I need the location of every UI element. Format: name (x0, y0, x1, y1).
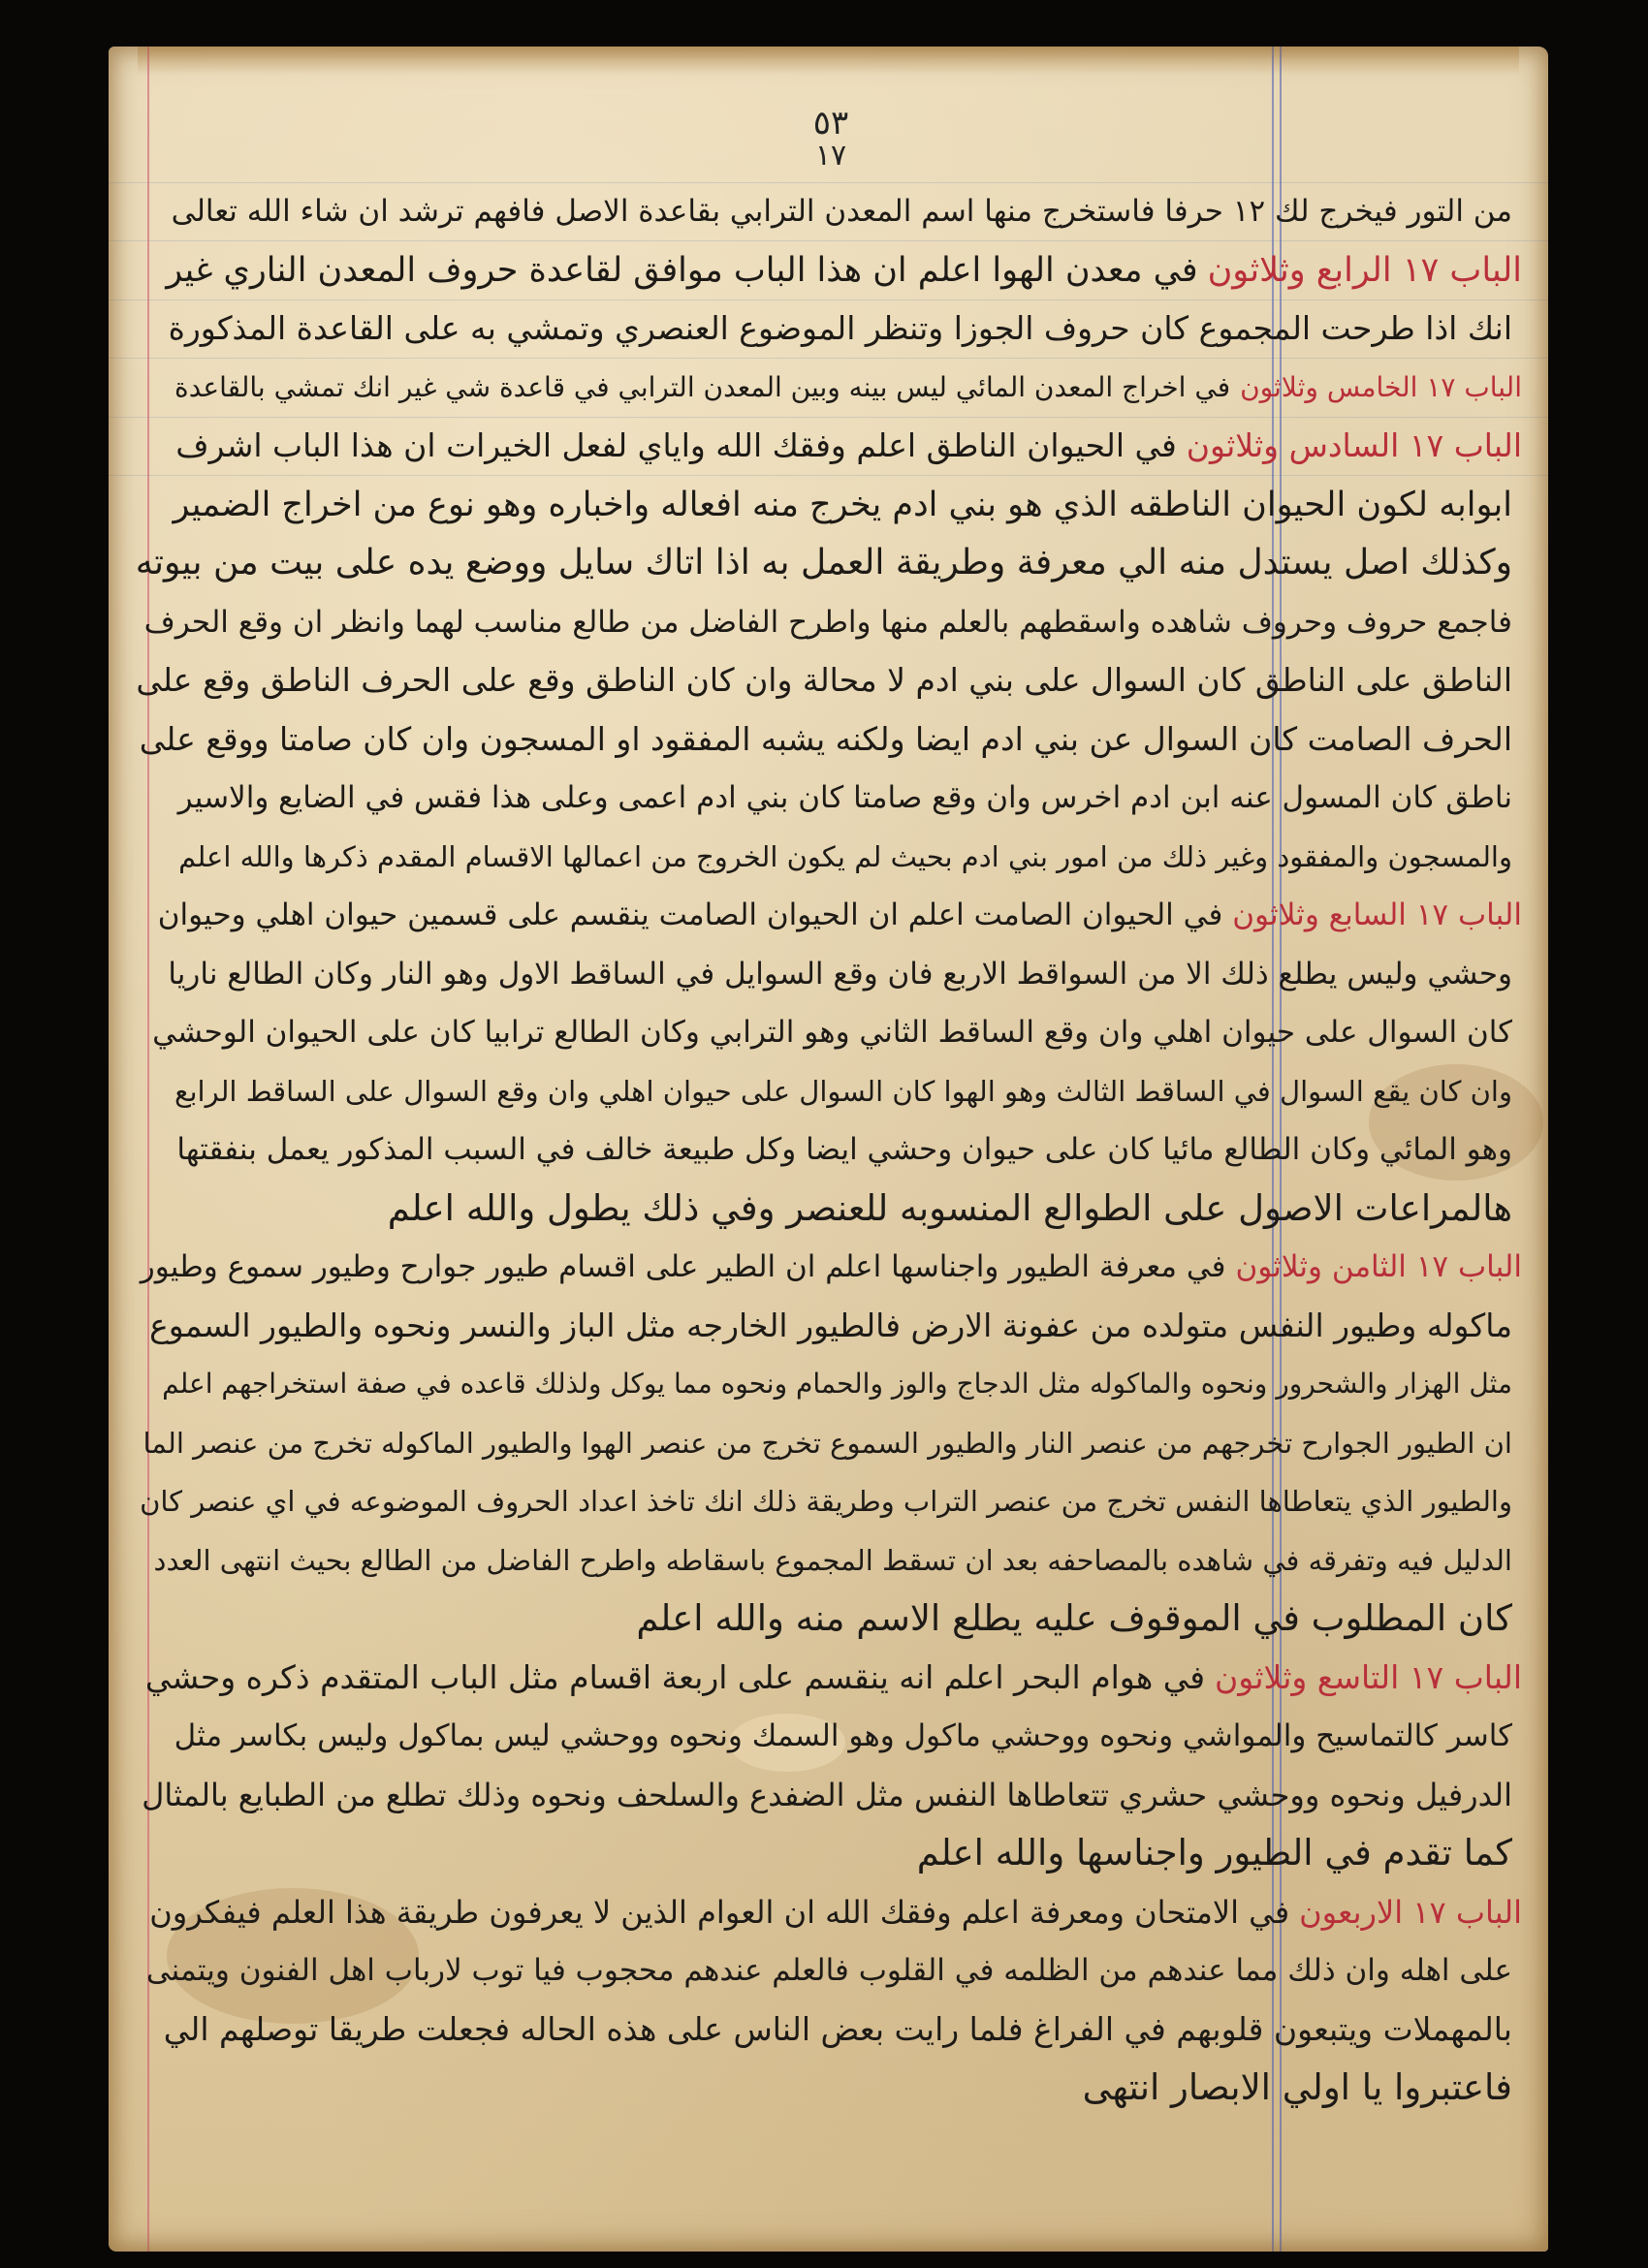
line-text: فاعتبروا يا اولي الابصار انتهى (1082, 2066, 1512, 2108)
line-text: كاسر كالتماسيح والمواشي ونحوه ووحشي ماكول وهو السمك ونحوه ووحشي ليس بماكول وليس بكاسر مثل (174, 1718, 1512, 1753)
line-text: في الحيوان الناطق اعلم وفقك الله واياي لفعل الخيرات ان هذا الباب اشرف (175, 426, 1177, 464)
line-text: كان السوال على حيوان اهلي وان وقع الساقط الثاني وهو الترابي وكان الطالع ترابيا كان على الحيوان الوحشي (152, 1015, 1512, 1050)
line-text: وكذلك اصل يستدل منه الي معرفة وطريقة العمل به اذا اتاك سايل ووضع يده على بيت من بيوته (136, 543, 1512, 583)
chapter-heading: الباب ١٧ السادس وثلاثون (1186, 426, 1522, 464)
text-line-13 (136, 886, 1522, 945)
text-line-33 (136, 2059, 1522, 2118)
text-line-10 (136, 710, 1522, 770)
text-line-26 (136, 1649, 1522, 1708)
text-line-2 (136, 241, 1522, 300)
chapter-heading: الباب ١٧ الخامس وثلاثون (1240, 370, 1522, 403)
line-text: ناطق كان المسول عنه ابن ادم اخرس وان وقع صامتا كان بني ادم اعمى وعلى هذا فقس في الضايع والاسير (177, 780, 1512, 815)
chapter-heading: الباب ١٧ الاربعون (1299, 1893, 1522, 1931)
line-text: الناطق على الناطق كان السوال على بني ادم لا محالة وان كان الناطق وقع على الحرف الناطق وقع على (136, 661, 1512, 699)
text-line-4 (136, 359, 1522, 418)
folio-main: ٥٣ (812, 104, 849, 142)
line-text: انك اذا طرحت المجموع كان حروف الجوزا وتنظر الموضوع العنصري وتمشي به على القاعدة المذكورة (168, 309, 1512, 347)
text-line-12 (136, 828, 1522, 887)
line-text: ماكوله وطيور النفس متولده من عفونة الارض فالطيور الخارجه مثل الباز والنسر ونحوه والطيور السموع (149, 1306, 1512, 1344)
line-text: وان كان يقع السوال في الساقط الثالث وهو الهوا كان السوال على حيوان اهلي وان وقع السوال على الساقط الرابع (174, 1074, 1512, 1108)
text-line-23 (136, 1472, 1522, 1531)
line-text: في اخراج المعدن المائي ليس بينه وبين المعدن الترابي في قاعدة شي غير انك تمشي بالقاعدة (174, 370, 1231, 403)
line-text: كان المطلوب في الموقوف عليه يطلع الاسم منه والله اعلم (636, 1597, 1512, 1639)
text-line-20 (136, 1297, 1522, 1356)
text-line-16 (136, 1062, 1522, 1121)
text-line-18 (136, 1180, 1522, 1239)
text-line-32 (136, 2000, 1522, 2060)
text-line-28 (136, 1766, 1522, 1825)
text-line-29 (136, 1824, 1522, 1883)
line-text: كما تقدم في الطيور واجناسها والله اعلم (916, 1832, 1512, 1874)
folio-sub: ١٧ (814, 139, 847, 173)
text-line-1 (136, 182, 1522, 241)
manuscript-page (109, 47, 1548, 2252)
line-text: على اهله وان ذلك مما عندهم من الظلمه في القلوب فالعلم عندهم محجوب فيا توب لارباب اهل الفنون ويتمنى (145, 1953, 1512, 1988)
line-text: فاجمع حروف وحروف شاهده واسقطهم بالعلم منها واطرح الفاضل من طالع مناسب لهما وانظر ان وقع الحرف (143, 604, 1512, 640)
manuscript-text (136, 182, 1522, 2118)
line-text: في الحيوان الصامت اعلم ان الحيوان الصامت ينقسم على قسمين حيوان اهلي وحيوان (157, 898, 1223, 932)
text-line-15 (136, 1003, 1522, 1062)
chapter-heading: الباب ١٧ السابع وثلاثون (1232, 898, 1522, 932)
line-text: والمسجون والمفقود وغير ذلك من امور بني ادم بحيث لم يكون الخروج من اعمالها الاقسام المقدم ذكرها والله اعلم (178, 839, 1512, 873)
line-text: مثل الهزار والشحرور ونحوه والماكوله مثل الدجاج والوز والحمام ونحوه مما يوكل ولذلك قاعده في صفة استخراجهم اعلم (162, 1368, 1512, 1400)
line-text: هالمراعات الاصول على الطوالع المنسوبه للعنصر وفي ذلك يطول والله اعلم (387, 1186, 1512, 1229)
text-line-27 (136, 1707, 1522, 1766)
text-line-30 (136, 1883, 1522, 1942)
text-line-22 (136, 1414, 1522, 1473)
text-line-7 (136, 534, 1522, 593)
text-line-5 (136, 417, 1522, 476)
text-line-25 (136, 1590, 1522, 1649)
line-text: وحشي وليس يطلع ذلك الا من السواقط الاربع فان وقع السوايل في الساقط الاول وهو النار وكان الطالع ناريا (168, 956, 1512, 992)
line-text: في هوام البحر اعلم انه ينقسم على اربعة اقسام مثل الباب المتقدم ذكره وحشي (144, 1657, 1206, 1696)
line-text: ابوابه لكون الحيوان الناطقه الذي هو بني ادم يخرج منه افعاله واخباره وهو نوع من اخراج الضمير (173, 485, 1512, 524)
line-text: الدرفيل ونحوه ووحشي حشري تتعاطاها النفس مثل الضفدع والسلحف ونحوه وذلك تطلع من الطبايع بالمثال (142, 1776, 1512, 1813)
line-text: والطيور الذي يتعاطاها النفس تخرج من عنصر التراب وطريقة ذلك انك تاخذ اعداد الحروف الموضوعه في اي عنصر كان (140, 1485, 1512, 1518)
line-text: في معدن الهوا اعلم ان هذا الباب موافق لقاعدة حروف المعدن الناري غير (166, 250, 1198, 290)
text-line-6 (136, 476, 1522, 535)
line-text: الدليل فيه وتفرقه في شاهده بالمصاحفه بعد ان تسقط المجموع باسقاطه واطرح الفاضل من الطالع بحيث انتهى العدد (153, 1543, 1512, 1577)
text-line-19 (136, 1238, 1522, 1297)
line-text: في معرفة الطيور واجناسها اعلم ان الطير على اقسام طيور جوارح وطيور سموع وطيور (140, 1249, 1226, 1284)
chapter-heading: الباب ١٧ الرابع وثلاثون (1207, 250, 1522, 290)
chapter-heading: الباب ١٧ الثامن وثلاثون (1235, 1249, 1522, 1284)
line-text: وهو المائي وكان الطالع مائيا كان على حيوان وحشي ايضا وكل طبيعة خالف في السبب المذكور يعمل بنفقتها (176, 1132, 1512, 1167)
chapter-heading: الباب ١٧ التاسع وثلاثون (1215, 1657, 1522, 1696)
line-text: بالمهملات ويتبعون قلوبهم في الفراغ فلما رايت بعض الناس على هذه الحاله فجعلت طريقا توصلهم الي (163, 2009, 1512, 2048)
text-line-31 (136, 1941, 1522, 2000)
text-line-14 (136, 945, 1522, 1004)
line-text: من التور فيخرج لك ١٢ حرفا فاستخرج منها اسم المعدن الترابي بقاعدة الاصل فافهم ترشد ان شاء الله تعالى (171, 194, 1512, 229)
line-text: في الامتحان ومعرفة اعلم وفقك الله ان العوام الذين لا يعرفون طريقة هذا العلم فيفكرون (149, 1893, 1290, 1931)
line-text: الحرف الصامت كان السوال عن بني ادم ايضا ولكنه يشبه المفقود او المسجون وان كان صامتا ووقع على (139, 719, 1512, 758)
text-line-9 (136, 651, 1522, 710)
text-line-24 (136, 1531, 1522, 1591)
folio-number (787, 104, 874, 173)
text-line-3 (136, 299, 1522, 359)
page-top-edge (138, 47, 1519, 76)
text-line-21 (136, 1355, 1522, 1414)
line-text: ان الطيور الجوارح تخرجهم من عنصر النار والطيور السموع تخرج من عنصر الهوا والطيور الماكوله تخرج من عنصر الما (143, 1426, 1512, 1460)
text-line-17 (136, 1120, 1522, 1180)
text-line-8 (136, 593, 1522, 652)
text-line-11 (136, 769, 1522, 828)
